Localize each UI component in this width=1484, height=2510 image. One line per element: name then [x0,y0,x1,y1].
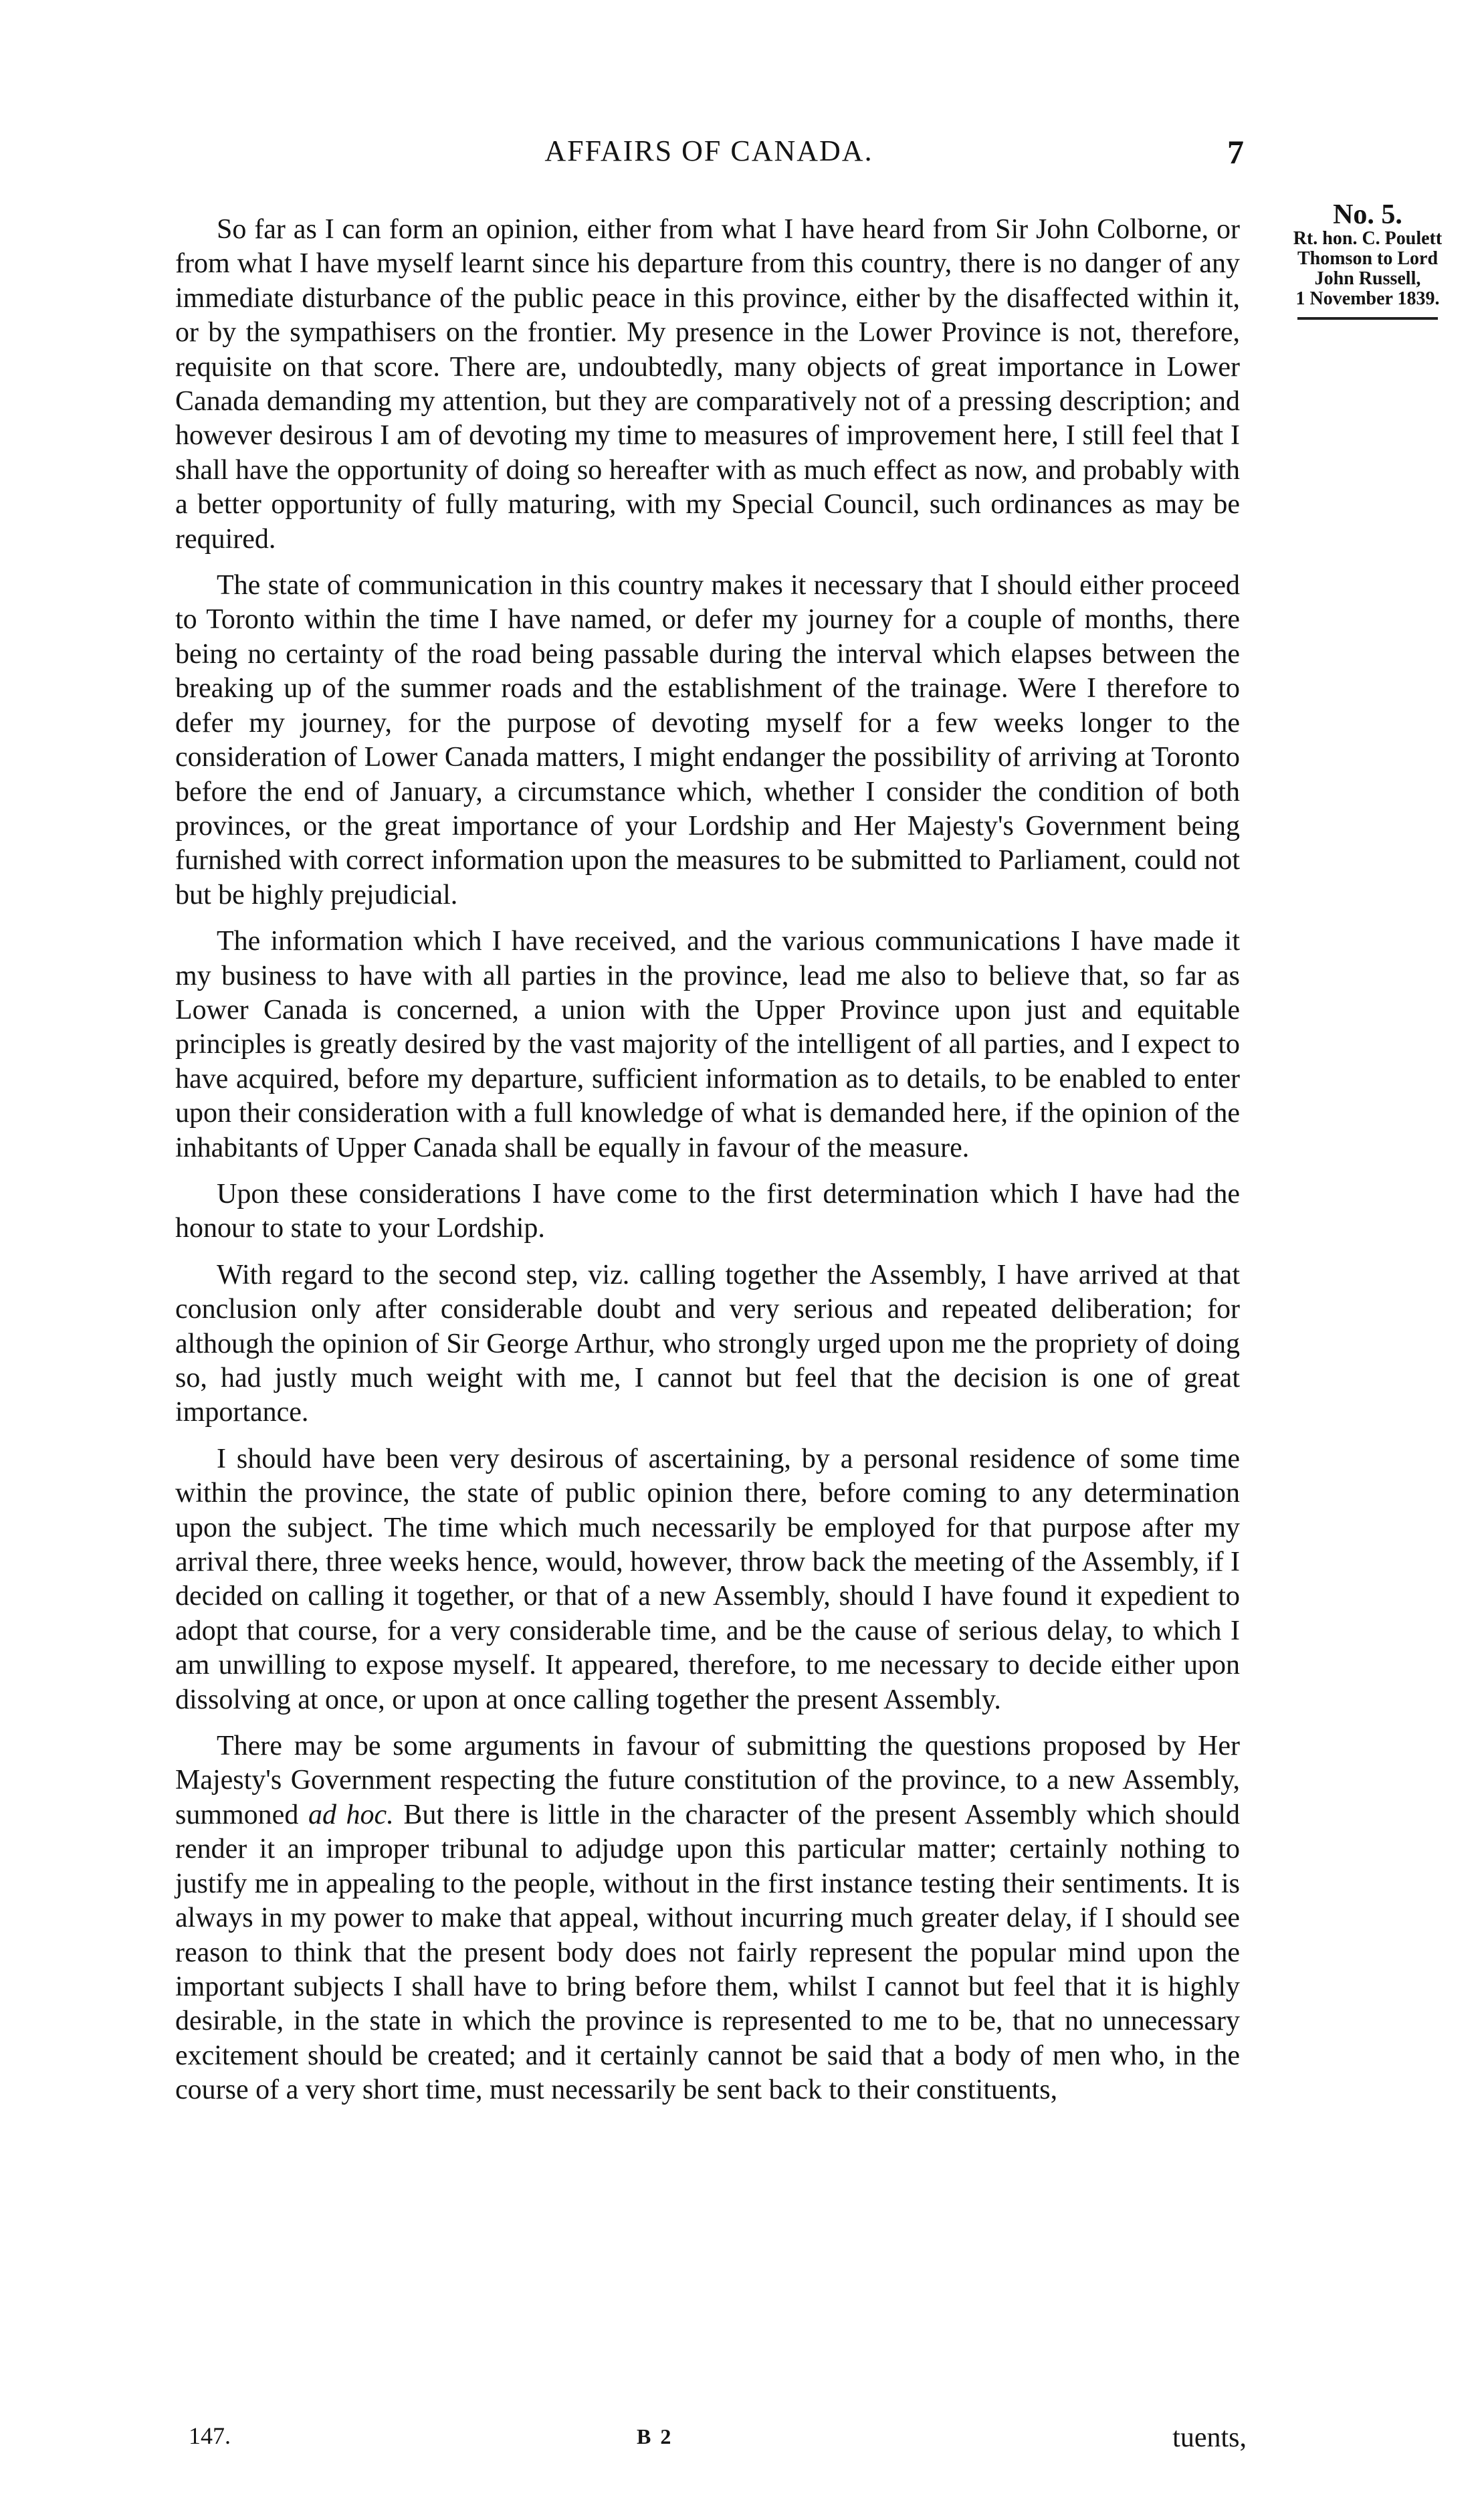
italic-phrase: ad hoc. [308,1799,394,1830]
paragraph: Upon these considerations I have come to the first determination which I have had the honour to state to your Lordship. [175,1178,1240,1244]
catchword: tuents, [1172,2422,1247,2453]
margin-note-rule [1297,317,1438,320]
page-header [174,134,1244,187]
paragraph [175,1729,1240,2107]
paragraph: With regard to the second step, viz. calling together the Assembly, I have arrived at that conclusion only after considerable doubt and very serious and repeated deliberation; for although the opinion of Sir George Arthur, who strongly urged upon me the propriety of doing so, had justly much weight with me, I cannot but feel that the decision is one of great importance. [175,1259,1240,1428]
signature-mark: B 2 [637,2424,673,2448]
paragraph: I should have been very desirous of ascertaining, by a personal residence of some time within the province, the state of public opinion there, before coming to any determination upon the subject. The time which much necessarily be employed for that purpose after my arrival there, three weeks hence, would, however, throw back the meeting of the Assembly, if I decided on calling it together, or that of a new Assembly, should I have found it expedient to adopt that course, for a very considerable time, and be the cause of serious delay, to which I am unwilling to expose myself. It appeared, therefore, to me necessary to decide either upon dissolving at once, or upon at once calling together the present Assembly. [175,1443,1240,1715]
margin-note-line: John Russell, [1314,268,1421,289]
margin-note [1252,199,1483,320]
margin-note-line: 1 November 1839. [1295,288,1440,309]
document-number: No. 5. [1333,199,1402,230]
page-number: 7 [1227,133,1244,171]
paragraph-text: There may be some arguments in favour of submitting the questions proposed by Her Majesty's Government respecting the future constitution of the province, to a new Assembly, summoned [175,1731,1240,1830]
margin-note-line: Thomson to Lord [1297,248,1439,269]
running-title: AFFAIRS OF CANADA. [544,134,873,167]
body-text [175,213,1240,2120]
margin-note-line: Rt. hon. C. Poulett [1293,228,1443,249]
sheet-number: 147. [189,2422,231,2449]
paragraph-text: But there is little in the character of the present Assembly which should render it an improper tribunal to adjudge upon this particular matter; certainly nothing to justify me in appealing to the people, without in the first instance testing their sentiments. It is always in my power to make that appeal, without incurring much greater delay, if I should see reason to think that the present body does not fairly represent the popular mind upon the important subjects I shall have to bring before them, whilst I cannot but feel that it is highly desirable, in the state in which the province is represented to me to be, that no unnecessary excitement should be created; and it certainly cannot be said that a body of men who, in the course of a very short time, must necessarily be sent back to their constituents, [175,1799,1240,2106]
paragraph: The information which I have received, and the various communications I have made it my business to have with all parties in the province, lead me also to believe that, so far as Lower Canada is concerned, a union with the Upper Province upon just and equitable principles is greatly desired by the vast majority of the intelligent of all parties, and I expect to have acquired, before my departure, sufficient information as to details, to be enabled to enter upon their consideration with a full knowledge of what is demanded here, if the opinion of the inhabitants of Upper Canada shall be equally in favour of the measure. [175,926,1240,1163]
paragraph: So far as I can form an opinion, either from what I have heard from Sir John Colborne, or from what I have myself learnt since his departure from this country, there is no danger of any immediate disturbance of the public peace in this province, either by the disaffected within it, or by the sympathisers on the frontier. My presence in the Lower Province is not, therefore, requisite on that score. There are, undoubtedly, many objects of great importance in Lower Canada demanding my attention, but they are comparatively not of a pressing description; and however desirous I am of devoting my time to measures of improvement here, I still feel that I shall have the opportunity of doing so hereafter with as much effect as now, and probably with a better opportunity of fully maturing, with my Special Council, such ordinances as may be required. [175,214,1240,555]
page-footer [175,2422,1247,2462]
paragraph: The state of communication in this country makes it necessary that I should either proceed to Toronto within the time I have named, or defer my journey for a couple of months, there being no certainty of the road being passable during the interval which elapses between the breaking up of the summer roads and the establishment of the trainage. Were I therefore to defer my journey, for the purpose of devoting myself for a few weeks longer to the consideration of Lower Canada matters, I might endanger the possibility of arriving at Toronto before the end of January, a circumstance which, whether I consider the condition of both provinces, or the great importance of your Lordship and Her Majesty's Government being furnished with correct information upon the measures to be submitted to Parliament, could not but be highly prejudicial. [175,570,1240,910]
